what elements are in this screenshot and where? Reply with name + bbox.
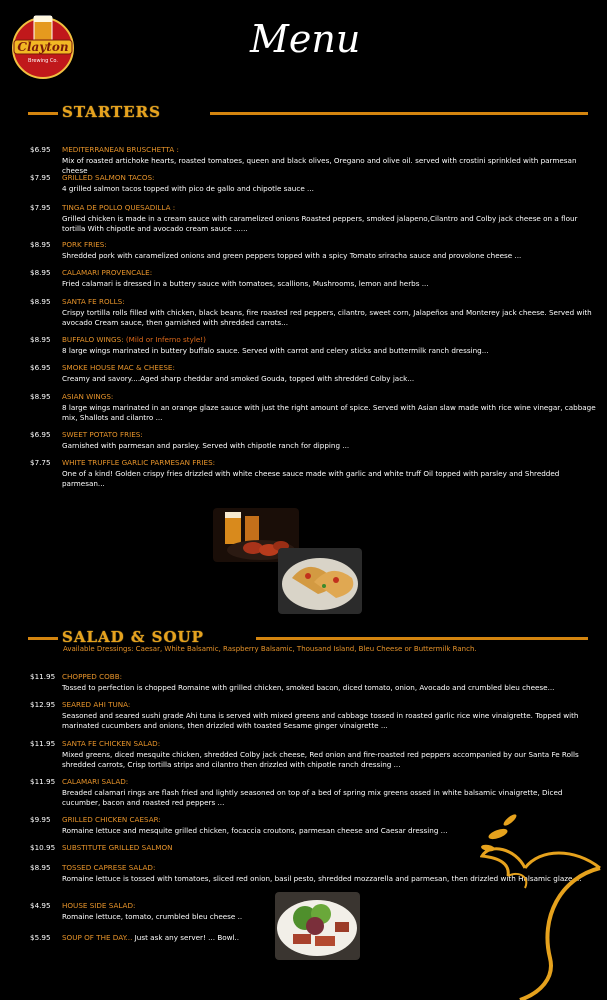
item-price: $7.95 <box>30 173 51 182</box>
tacos-photo <box>278 548 362 614</box>
item-price: $6.95 <box>30 363 51 372</box>
item-price: $11.95 <box>30 777 56 786</box>
item-name: ASIAN WINGS: <box>62 392 114 401</box>
item-price: $8.95 <box>30 297 51 306</box>
item-price: $12.95 <box>30 700 56 709</box>
item-name: GRILLED CHICKEN CAESAR: <box>62 815 161 824</box>
item-description: 8 large wings marinated in an orange glaze sauce with just the right amount of spice. Served with Asian slaw made with rice wine vinegar, cabbage mix, Shallots and cilantro ... <box>62 403 596 422</box>
item-description: 4 grilled salmon tacos topped with pico de gallo and chipotle sauce ... <box>62 184 314 193</box>
item-price: $8.95 <box>30 268 51 277</box>
item-description: Romaine lettuce is tossed with tomatoes, sliced red onion, basil pesto, shredded mozzarella and parmesan, then drizzled with Halsamic glaze ... <box>62 874 582 883</box>
item-name: PORK FRIES: <box>62 240 107 249</box>
item-description: Romaine lettuce and mesquite grilled chicken, focaccia croutons, parmesan cheese and Caesar dressing ... <box>62 826 448 835</box>
item-name: HOUSE SIDE SALAD: <box>62 901 136 910</box>
item-price: $6.95 <box>30 145 51 154</box>
item-name: SANTA FE ROLLS: <box>62 297 125 306</box>
page-title: Menu <box>250 17 361 61</box>
salad-photo <box>275 892 360 960</box>
item-price: $11.95 <box>30 739 56 748</box>
starters-heading-label: STARTERS <box>62 103 161 121</box>
item-name: SMOKE HOUSE MAC & CHEESE: <box>62 363 175 372</box>
item-price: $9.95 <box>30 815 51 824</box>
item-name: BUFFALO WINGS: (Mild or Inferno style!) <box>62 335 206 344</box>
item-name: GRILLED SALMON TACOS: <box>62 173 155 182</box>
svg-text:Brewing Co.: Brewing Co. <box>28 58 58 64</box>
item-description: Creamy and savory....Aged sharp cheddar and smoked Gouda, topped with shredded Colby jack... <box>62 374 415 383</box>
item-price: $7.95 <box>30 203 51 212</box>
starters-heading <box>28 103 588 123</box>
brewery-logo <box>8 10 78 80</box>
item-name: WHITE TRUFFLE GARLIC PARMESAN FRIES: <box>62 458 216 467</box>
salad-heading-label: SALAD & SOUP <box>62 628 204 646</box>
item-name: TINGA DE POLLO QUESADILLA : <box>62 203 176 212</box>
item-name: SOUP OF THE DAY... Just ask any server! ... Bowl.. <box>62 933 240 942</box>
item-name: CALAMARI SALAD: <box>62 777 129 786</box>
item-price: $11.95 <box>30 672 56 681</box>
item-price: $6.95 <box>30 430 51 439</box>
item-description: Grilled chicken is made in a cream sauce with caramelized onions Roasted peppers, smoked jalapeno,Cilantro and Colby jack cheese on a flour tortilla With chipotle and avocado cream sauce ...... <box>62 214 578 233</box>
item-description: Mixed greens, diced mesquite chicken, shredded Colby jack cheese, Red onion and fire-roasted red peppers accompanied by our Santa Fe Rolls shredded carrots, Crisp tortilla strips and cilantro then drizzled with chipotle ranch dressing ... <box>62 750 579 769</box>
swirl-ornament <box>480 808 605 1000</box>
item-name: MEDITERRANEAN BRUSCHETTA : <box>62 145 179 154</box>
item-description: Tossed to perfection is chopped Romaine with grilled chicken, smoked bacon, diced tomato, onion, Avocado and crumbled bleu cheese... <box>62 683 555 692</box>
item-price: $8.95 <box>30 335 51 344</box>
item-price: $8.95 <box>30 863 51 872</box>
item-name: SEARED AHI TUNA: <box>62 700 131 709</box>
item-description: 8 large wings marinated in buttery buffalo sauce. Served with carrot and celery sticks and buttermilk ranch dressing... <box>62 346 489 355</box>
item-name: SWEET POTATO FRIES: <box>62 430 143 439</box>
item-description: One of a kind! Golden crispy fries drizzled with white cheese sauce made with garlic and white truff Oil topped with parsley and Shredded parmesan... <box>62 469 560 488</box>
item-description: Seasoned and seared sushi grade Ahi tuna is served with mixed greens and cabbage tossed in roasted garlic rice wine vinaigrette. Topped with marinated cucumbers and onions, then drizzled with toasted Sesame ginger vinaigrette ... <box>62 711 579 730</box>
item-price: $10.95 <box>30 843 56 852</box>
item-description: Breaded calamari rings are flash fried and lightly seasoned on top of a bed of spring mix greens ossed in white balsamic vinaigrette, Diced cucumber, bacon and roasted red peppers ... <box>62 788 563 807</box>
item-description: Mix of roasted artichoke hearts, roasted tomatoes, queen and black olives, Oregano and olive oil. served with crostini sprinkled with parmesan cheese <box>62 156 577 175</box>
item-description: Garnished with parmesan and parsley. Served with chipotle ranch for dipping ... <box>62 441 350 450</box>
item-price: $4.95 <box>30 901 51 910</box>
item-name: SANTA FE CHICKEN SALAD: <box>62 739 161 748</box>
available-dressings: Available Dressings: Caesar, White Balsamic, Raspberry Balsamic, Thousand Island, Bleu Cheese or Buttermilk Ranch. <box>63 645 477 653</box>
item-description: Fried calamari is dressed in a buttery sauce with tomatoes, scallions, Mushrooms, lemon and herbs ... <box>62 279 429 288</box>
item-description: Romaine lettuce, tomato, crumbled bleu cheese .. <box>62 912 243 921</box>
item-name: TOSSED CAPRESE SALAD: <box>62 863 156 872</box>
item-price: $8.95 <box>30 240 51 249</box>
item-name: SUBSTITUTE GRILLED SALMON <box>62 843 173 852</box>
item-price: $7.75 <box>30 458 51 467</box>
item-name: CALAMARI PROVENCALE: <box>62 268 153 277</box>
item-price: $5.95 <box>30 933 51 942</box>
item-price: $8.95 <box>30 392 51 401</box>
item-name: CHOPPED COBB: <box>62 672 123 681</box>
logo-text: Clayton <box>17 40 69 54</box>
item-description: Crispy tortilla rolls filled with chicken, black beans, fire roasted red peppers, cilantro, sweet corn, Jalapeños and Monterey jack cheese. Served with avocado Cream sauce, then garnished with shredded carrots... <box>62 308 592 327</box>
item-description: Shredded pork with caramelized onions and green peppers topped with a spicy Tomato sriracha sauce and provolone cheese ... <box>62 251 522 260</box>
